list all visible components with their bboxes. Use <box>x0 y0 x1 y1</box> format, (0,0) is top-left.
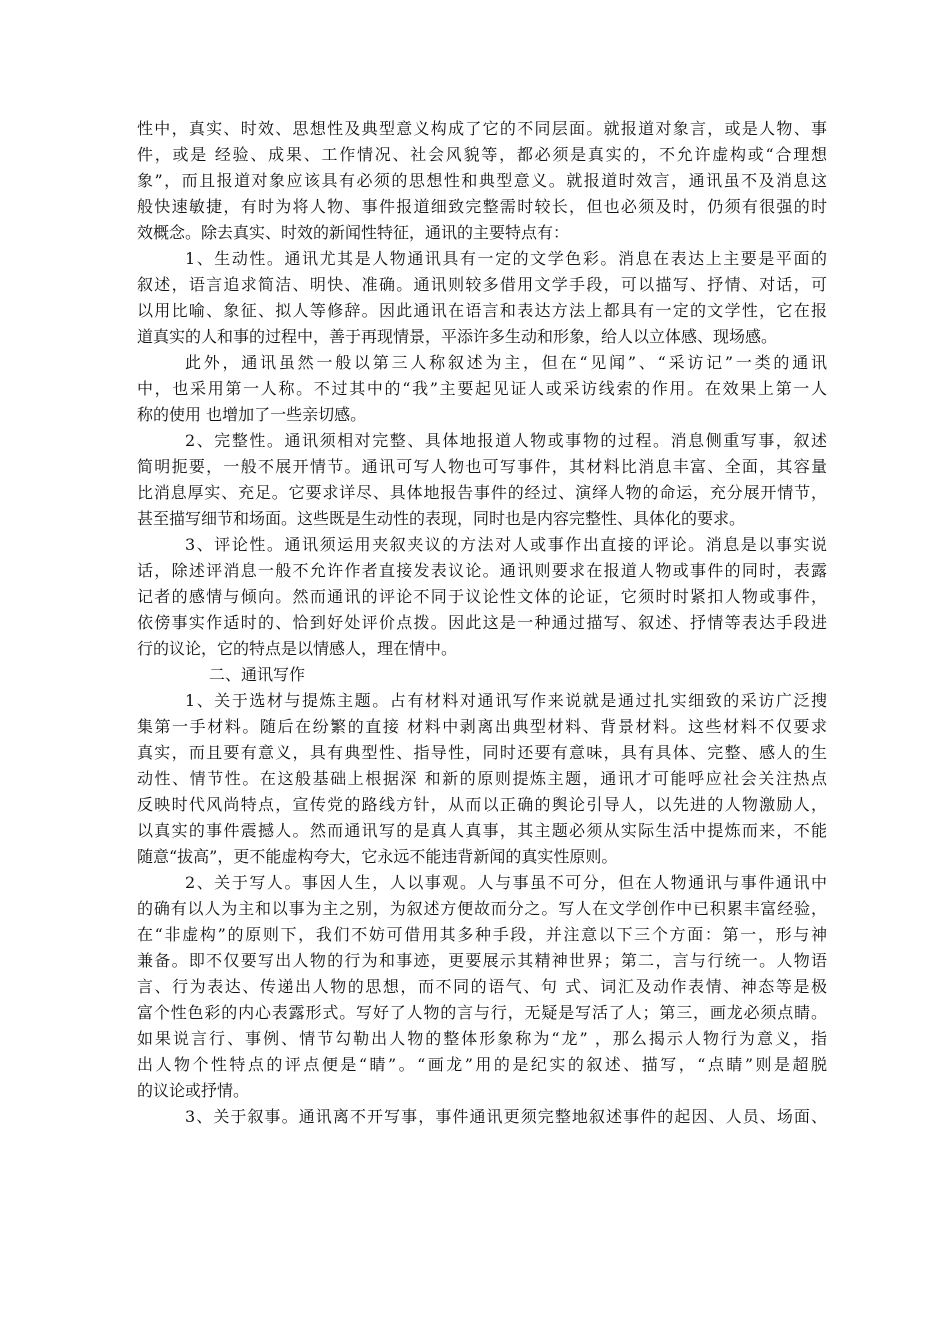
text-line: 以真实的事件震撼人。然而通讯写的是真人真事，其主题必须从实际生活中提炼而来，不能 <box>137 821 827 840</box>
text-line: 效概念。除去真实、时效的新闻性特征，通讯的主要特点有： <box>137 223 570 242</box>
text-line: 依傍事实作适时的、恰到好处评价点拨。因此这是一种通过描写、叙述、抒情等表达手段进 <box>137 613 827 632</box>
text-line: 行的议论，它的特点是以情感人，理在情中。 <box>137 639 458 658</box>
text-line: 1、生动性。通讯尤其是人物通讯具有一定的文学色彩。消息在表达上主要是平面的 <box>185 249 827 268</box>
text-line: 言、行为表达、传递出人物的思想，而不同的语气、句 式、词汇及动作表情、神态等是极 <box>137 977 827 996</box>
text-line: 记者的感情与倾向。然而通讯的评论不同于议论性文体的论证，它须时时紧扣人物或事件， <box>137 587 827 606</box>
text-line: 话，除述评消息一般不允许作者直接发表议论。通讯则要求在报道人物或事件的同时，表露 <box>137 561 827 580</box>
text-line: 随意“拔高”，更不能虚构夸大，它永远不能违背新闻的真实性原则。 <box>137 847 618 866</box>
text-line: 的确有以人为主和以事为主之别，为叙述方便故而分之。写人在文学创作中已积累丰富经验， <box>137 899 827 918</box>
text-line: 的议论或抒情。 <box>137 1081 250 1100</box>
text-line: 3、关于叙事。通讯离不开写事，事件通讯更须完整地叙述事件的起因、人员、场面、 <box>185 1107 827 1126</box>
text-line: 集第一手材料。随后在纷繁的直接 材料中剥离出典型材料、背景材料。这些材料不仅要求 <box>137 717 827 736</box>
text-line: 件，或是 经验、成果、工作情况、社会风貌等，都必须是真实的，不允许虚构或“合理想 <box>137 145 827 164</box>
text-line: 2、关于写人。事因人生，人以事观。人与事虽不可分，但在人物通讯与事件通讯中 <box>185 873 827 892</box>
text-line: 性中，真实、时效、思想性及典型意义构成了它的不同层面。就报道对象言，或是人物、事 <box>137 119 827 138</box>
text-line: 2、完整性。通讯须相对完整、具体地报道人物或事物的过程。消息侧重写事，叙述 <box>185 431 827 450</box>
section-heading: 二、通讯写作 <box>209 665 306 684</box>
text-line: 此外，通讯虽然一般以第三人称叙述为主，但在“见闻”、“采访记”一类的通讯 <box>185 353 827 372</box>
text-line: 如果说言行、事例、情节勾勒出人物的整体形象称为“龙” ，那么揭示人物行为意义，指 <box>137 1029 827 1048</box>
text-line: 象”，而且报道对象应该具有必须的思想性和典型意义。就报道时效言，通讯虽不及消息这 <box>137 171 827 190</box>
text-line: 甚至描写细节和场面。这些既是生动性的表现，同时也是内容完整性、具体化的要求。 <box>137 509 746 528</box>
text-line: 兼备。即不仅要写出人物的行为和事迹，更要展示其精神世界；第二，言与行统一。人物语 <box>137 951 827 970</box>
text-line: 简明扼要，一般不展开情节。通讯可写人物也可写事件，其材料比消息丰富、全面，其容量 <box>137 457 827 476</box>
text-line: 般快速敏捷，有时为将人物、事件报道细致完整需时较长，但也必须及时，仍须有很强的时 <box>137 197 827 216</box>
text-line: 1、关于选材与提炼主题。占有材料对通讯写作来说就是通过扎实细致的采访广泛搜 <box>185 691 827 710</box>
text-line: 称的使用 也增加了一些亲切感。 <box>137 405 367 424</box>
text-line: 3、评论性。通讯须运用夹叙夹议的方法对人或事作出直接的评论。消息是以事实说 <box>185 535 827 554</box>
text-line: 道真实的人和事的过程中，善于再现情景，平添许多生动和形象，给人以立体感、现场感。 <box>137 327 778 346</box>
text-line: 富个性色彩的内心表露形式。写好了人物的言与行，无疑是写活了人；第三，画龙必须点睛。 <box>137 1003 827 1022</box>
text-line: 以用比喻、象征、拟人等修辞。因此通讯在语言和表达方法上都具有一定的文学性，它在报 <box>137 301 827 320</box>
text-line: 中，也采用第一人称。不过其中的“我”主要起见证人或采访线索的作用。在效果上第一人 <box>137 379 827 398</box>
text-line: 比消息厚实、充足。它要求详尽、具体地报告事件的经过、演绎人物的命运，充分展开情节， <box>137 483 827 502</box>
text-line: 叙述，语言追求简洁、明快、准确。通讯则较多借用文学手段，可以描写、抒情、对话，可 <box>137 275 827 294</box>
text-line: 真实，而且要有意义，具有典型性、指导性，同时还要有意味，具有具体、完整、感人的生 <box>137 743 827 762</box>
text-line: 出人物个性特点的评点便是“睛”。“画龙”用的是纪实的叙述、描写，“点睛”则是超脱 <box>137 1055 827 1074</box>
text-line: 在“非虚构”的原则下，我们不妨可借用其多种手段，并注意以下三个方面：第一，形与神 <box>137 925 827 944</box>
text-line: 反映时代风尚特点，宣传党的路线方针，从而以正确的舆论引导人，以先进的人物激励人， <box>137 795 827 814</box>
text-line: 动性、情节性。在这般基础上根据深 和新的原则提炼主题，通讯才可能呼应社会关注热点 <box>137 769 827 788</box>
document-page <box>137 116 827 1130</box>
